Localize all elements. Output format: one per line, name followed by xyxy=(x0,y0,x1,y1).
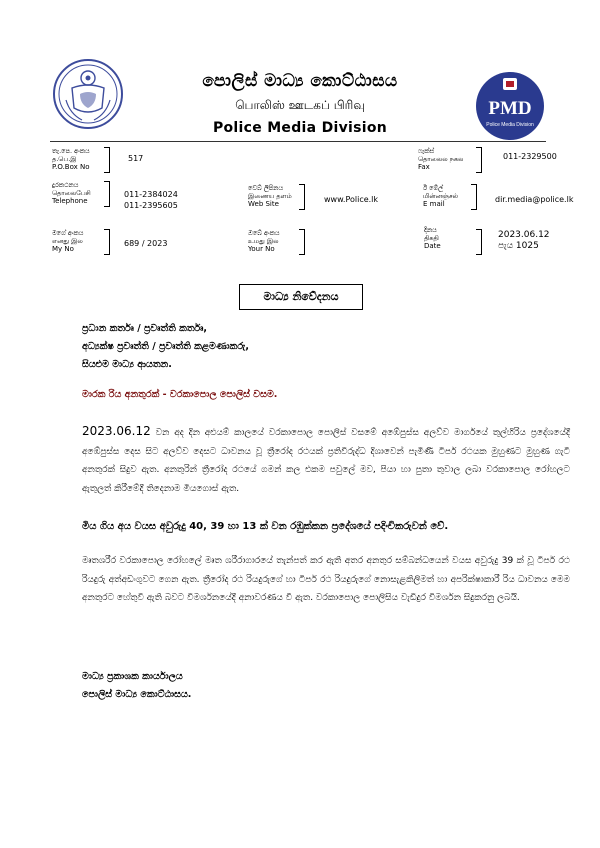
website-label: වෙබ් ලිපිනය இணைய தளம் Web Site xyxy=(248,184,292,208)
pmd-logo xyxy=(474,70,546,142)
title-english: Police Media Division xyxy=(212,120,388,136)
your-no-label: ඔබේ අංකය உமது இல Your No xyxy=(248,229,280,253)
bracket xyxy=(299,229,305,255)
my-no-value: 689 / 2023 xyxy=(124,239,168,248)
header-divider xyxy=(50,141,546,142)
document-heading: මාධ්‍ය නිවේදනය xyxy=(239,284,363,310)
recipient-line: අධ්‍යක්ෂ ප්‍රවෘත්ති / ප්‍රවෘත්ති කළමණාකරු, xyxy=(82,341,249,352)
recipient-line: සියළුම මාධ්‍ය ආයතන. xyxy=(82,359,172,370)
recipient-line: ප්‍රධාන කර්තෘ / ප්‍රවෘත්ති කර්තෘ, xyxy=(82,323,208,334)
bracket xyxy=(104,147,110,173)
po-box-value: 517 xyxy=(128,154,144,163)
title-tamil: பொலிஸ் ஊடகப் பிரிவு xyxy=(235,98,365,112)
email-label: ඊ මේල් மின்னஞ்சல் E mail xyxy=(423,184,458,208)
title-sinhala: පොලිස් මාධ්‍ය කොට්ඨාසය xyxy=(202,71,398,91)
telephone-label: දුරකථනය தொலைபேசி Telephone xyxy=(52,181,91,205)
fax-label: ෆැක්ස් தொலைல நகல Fax xyxy=(418,147,464,171)
date-value: 2023.06.12 පැය 1025 xyxy=(498,230,550,251)
subject-line: මාරක රිය අනතුරක් - වරකාපොල පොලිස් වසම. xyxy=(82,389,278,400)
email-value[interactable]: dir.media@police.lk xyxy=(495,195,574,204)
signature-line: මාධ්‍ය ප්‍රකාශක කාර්යාලය xyxy=(82,671,183,682)
bracket xyxy=(476,147,482,173)
recipients xyxy=(82,320,570,374)
bracket xyxy=(471,184,477,210)
date-label: දිනය திகதி Date xyxy=(424,226,441,250)
paragraph-1 xyxy=(82,422,570,498)
paragraph-2: මිය ගිය අය වයස අවුරුදු 40, 39 හා 13 ක් වන රඹුක්කන ප්‍රදේශයේ පදිංචිකරුවන් වේ. xyxy=(82,521,449,532)
bracket xyxy=(104,181,110,207)
signature-line: පොලිස් මාධ්‍ය කොට්ඨාසය. xyxy=(82,689,192,700)
signature xyxy=(82,668,570,704)
paragraph-1-text: වන අද දින අළුයම් කාලයේ වරකාපොල පොලිස් වසමේ අඹේපුස්ස අලව්ව මාර්ගයේ තුල්හිරිය ප්‍රදේශයේදී අඹේපුස්ස දෙස සිට අලව්ව දෙසට ධාවනය වූ ත්‍රීරෝද රථයක් ප්‍රතිවිරුද්ධ දිශාවෙන් පැමිණි ටිපර් රථයක මුහුණට මුහුණ ගැටී අනතුරක් සිදුව ඇත. අනතුරින් ත්‍රීරෝද රථයේ ගමන් කල එකම පවුලේ මව, පියා හා පුතා තුවාල ලබා වරකාපොල රෝහලට ඇතුලත් කිරීමේදී තිදෙනාම මියගොස් ඇත. xyxy=(82,428,570,494)
my-no-label: මගේ අංකය எனது இல My No xyxy=(52,229,84,253)
pmd-logo-text: PMD xyxy=(488,98,532,119)
fax-value: 011-2329500 xyxy=(503,152,557,161)
bracket xyxy=(299,184,305,210)
paragraph-1-date: 2023.06.12 xyxy=(82,424,151,438)
website-value[interactable]: www.Police.lk xyxy=(324,195,379,204)
paragraph-3: මෘතශරීර වරකාපොල රෝහලේ මෘත ශරීරාගාරයේ තැන්පත් කර ඇති අතර අනතුර සම්බන්ධයෙන් වයස අවුරුදු 39 ක් වූ ටිපර් රථ රියදුරු අත්අඩංගුවට ගෙන ඇත. ත්‍රීරෝද රථ රියදුරුගේ හා ටිපර් රථ රියදුරුගේ නොසැළකිලිමත් හා අපරික්ෂාකාරී රිය ධාවනය මෙම අනතුරට හේතුවී ඇති බවට විමර්ශනයේදී අනාවරණය වී ඇත. වරකාපොල පොලිසිය වැඩිදුර විමර්ශන සිදුකරනු ලබයි. xyxy=(82,556,570,603)
bracket xyxy=(104,229,110,255)
telephone-values: 011-2384024 011-2395605 xyxy=(124,190,178,210)
pmd-logo-subtext: Police Media Division xyxy=(486,122,534,128)
po-box-label: තැ.පෙ. අංකය த.பெ.இ P.O.Box No xyxy=(52,147,90,171)
bracket xyxy=(476,229,482,255)
